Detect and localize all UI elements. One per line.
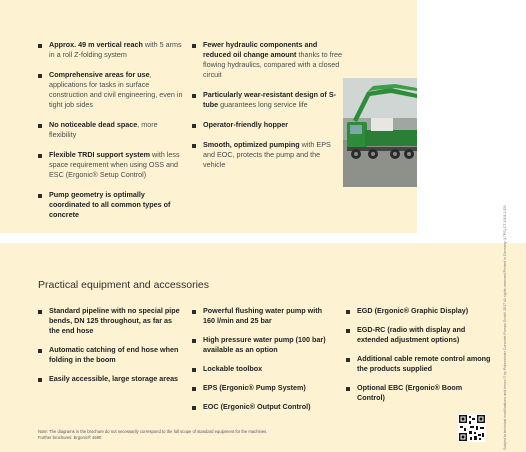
feature-detail: with less space requirement when using OSS and ESC (Ergonic® Setup Control)	[49, 150, 180, 179]
feature-highlight: Pump geometry is optimally coordinated to all common types of concrete	[49, 190, 171, 219]
feature-highlight: No noticeable dead space	[49, 120, 138, 129]
feature-detail: with 5 arms in a roll Z-folding system	[49, 40, 182, 59]
feature-list-right	[192, 40, 342, 180]
equipment-label: EOC (Ergonic® Output Control)	[203, 402, 311, 411]
feature-list-left	[38, 40, 183, 230]
feature-item	[38, 120, 183, 140]
equipment-item	[192, 402, 332, 412]
feature-detail: with EPS and EOC, protects the pump and the vehicle	[203, 140, 331, 169]
feature-item	[38, 40, 183, 60]
feature-item	[38, 70, 183, 110]
equipment-item	[346, 354, 491, 374]
feature-highlight: Fewer hydraulic components and reduced oil change amount	[203, 40, 318, 59]
equipment-label: High pressure water pump (100 bar) available as an option	[203, 335, 326, 354]
footnote-line-2: Further brochures: Ergonic® 4690	[38, 435, 102, 440]
equipment-item	[192, 383, 332, 393]
equipment-label: Automatic catching of end hose when folding in the boom	[49, 345, 179, 364]
section-title: Practical equipment and accessories	[38, 279, 210, 291]
equipment-label: Easily accessible, large storage areas	[49, 374, 179, 383]
truck-mounted-concrete-pump-photo	[343, 78, 417, 187]
feature-item	[192, 140, 342, 170]
feature-highlight: Smooth, optimized pumping	[203, 140, 300, 149]
feature-highlight: Operator-friendly hopper	[203, 120, 289, 129]
feature-detail: , more flexibility	[49, 120, 158, 139]
feature-item	[38, 150, 183, 180]
feature-highlight: Approx. 49 m vertical reach	[49, 40, 143, 49]
feature-highlight: Flexible TRDI support system	[49, 150, 151, 159]
equipment-label: Powerful flushing water pump with 160 l/min and 25 bar	[203, 306, 322, 325]
equipment-item	[346, 383, 491, 403]
feature-detail: thanks to free flowing hydraulics, compared with a closed circuit	[203, 50, 342, 79]
equipment-item	[38, 374, 183, 384]
equipment-label: EGD (Ergonic® Graphic Display)	[357, 306, 469, 315]
feature-detail: guarantees long service life	[218, 100, 308, 109]
equipment-list-1	[38, 306, 183, 393]
equipment-label: EGD-RC (radio with display and extended adjustment options)	[357, 325, 466, 344]
equipment-item	[192, 306, 332, 326]
equipment-item	[38, 306, 183, 336]
feature-item	[192, 120, 342, 130]
feature-item	[192, 90, 342, 110]
qr-code-icon[interactable]	[458, 414, 486, 442]
equipment-item	[192, 364, 332, 374]
equipment-label: Lockable toolbox	[203, 364, 263, 373]
feature-highlight: Comprehensive areas for use	[49, 70, 150, 79]
feature-item	[38, 190, 183, 220]
equipment-list-3	[346, 306, 491, 412]
equipment-label: EPS (Ergonic® Pump System)	[203, 383, 306, 392]
equipment-item	[346, 306, 491, 316]
equipment-label: Additional cable remote control among the products supplied	[357, 354, 491, 373]
feature-detail: , applications for tasks in surface construction and civil engineering, even in tight job sides	[49, 70, 183, 109]
equipment-item	[38, 345, 183, 365]
equipment-label: Standard pipeline with no special pipe bends, DN 125 throughout, as far as the end hose	[49, 306, 180, 335]
equipment-label: Optional EBC (Ergonic® Boom Control)	[357, 383, 463, 402]
imprint-text: Subject to technical modifications and errors © by Putzmeister Concrete Pumps GmbH 2017 All rights reserved Printed in Germany (17PS) CT 4301-2 EN	[503, 205, 507, 450]
footnote-line-1: Note: The diagrams in the brochure do not necessarily correspond to the full scope of standard equipment for the machines.	[38, 429, 268, 434]
equipment-list-2	[192, 306, 332, 421]
feature-highlight: Particularly wear-resistant design of S-tube	[203, 90, 337, 109]
feature-item	[192, 40, 342, 80]
equipment-item	[192, 335, 332, 355]
equipment-item	[346, 325, 491, 345]
side-imprint	[503, 20, 513, 450]
footnote	[38, 429, 267, 441]
